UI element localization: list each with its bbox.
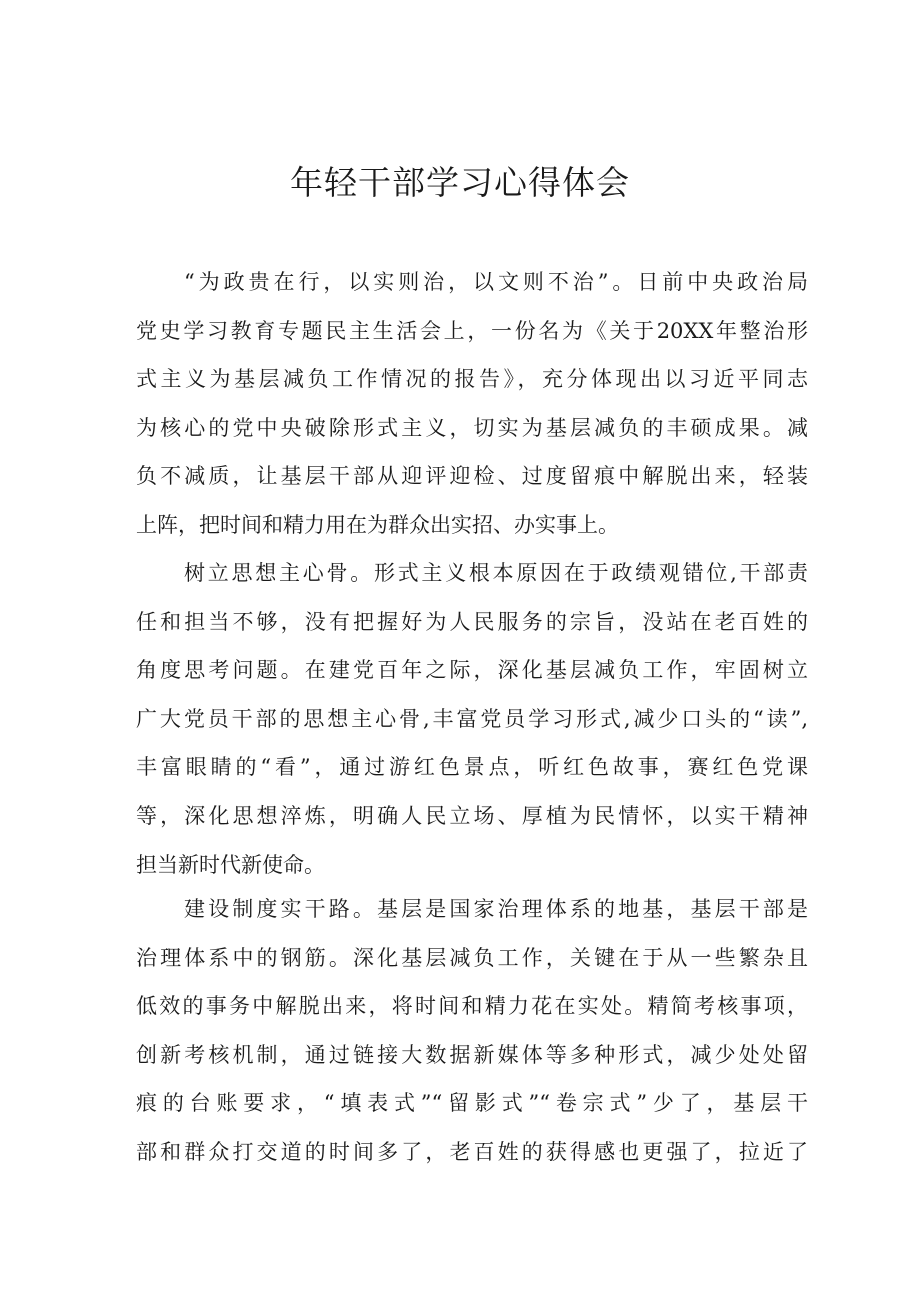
paragraph-line: 任和担当不够，没有把握好为人民服务的宗旨，没站在老百姓的 — [136, 609, 808, 634]
paragraph-line: 担当新时代新使命。 — [136, 852, 325, 877]
paragraph-line: 部和群众打交道的时间多了，老百姓的获得感也更强了，拉近了 — [136, 1139, 808, 1164]
paragraph-line: 角度思考问题。在建党百年之际，深化基层减负工作，牢固树立 — [136, 658, 808, 683]
paragraph-line: 树立思想主心骨。形式主义根本原因在于政绩观错位,干部责 — [184, 561, 808, 585]
paragraph-line: 党史学习教育专题民主生活会上，一份名为《关于20XX年整治形 — [136, 318, 808, 343]
paragraph-3 — [136, 885, 808, 1177]
paragraph-line: 低效的事务中解脱出来，将时间和精力花在实处。精简考核事项， — [136, 994, 808, 1019]
paragraph-2 — [136, 549, 808, 889]
paragraph-line: 创新考核机制，通过链接大数据新媒体等多种形式，减少处处留 — [136, 1042, 808, 1067]
paragraph-line: 广大党员干部的思想主心骨,丰富党员学习形式,减少口头的“读”, — [136, 706, 808, 731]
paragraph-line: 等，深化思想淬炼，明确人民立场、厚植为民情怀，以实干精神 — [136, 803, 808, 828]
document-title: 年轻干部学习心得体会 — [290, 163, 630, 202]
paragraph-line: “为政贵在行，以实则治，以文则不治”。日前中央政治局 — [184, 270, 808, 294]
paragraph-line: 建设制度实干路。基层是国家治理体系的地基，基层干部是 — [184, 897, 808, 921]
paragraph-1 — [136, 258, 808, 550]
paragraph-line: 丰富眼睛的“看”，通过游红色景点，听红色故事，赛红色党课 — [136, 755, 808, 780]
paragraph-line: 上阵，把时间和精力用在为群众出实招、办实事上。 — [136, 512, 619, 537]
paragraph-line: 式主义为基层减负工作情况的报告》，充分体现出以习近平同志 — [136, 367, 808, 392]
paragraph-line: 治理体系中的钢筋。深化基层减负工作，关键在于从一些繁杂且 — [136, 945, 808, 970]
paragraph-line: 痕的台账要求，“填表式”“留影式”“卷宗式”少了，基层干 — [136, 1091, 808, 1116]
paragraph-line: 负不减质，让基层干部从迎评迎检、过度留痕中解脱出来，轻装 — [136, 464, 808, 489]
paragraph-line: 为核心的党中央破除形式主义，切实为基层减负的丰硕成果。减 — [136, 415, 808, 440]
